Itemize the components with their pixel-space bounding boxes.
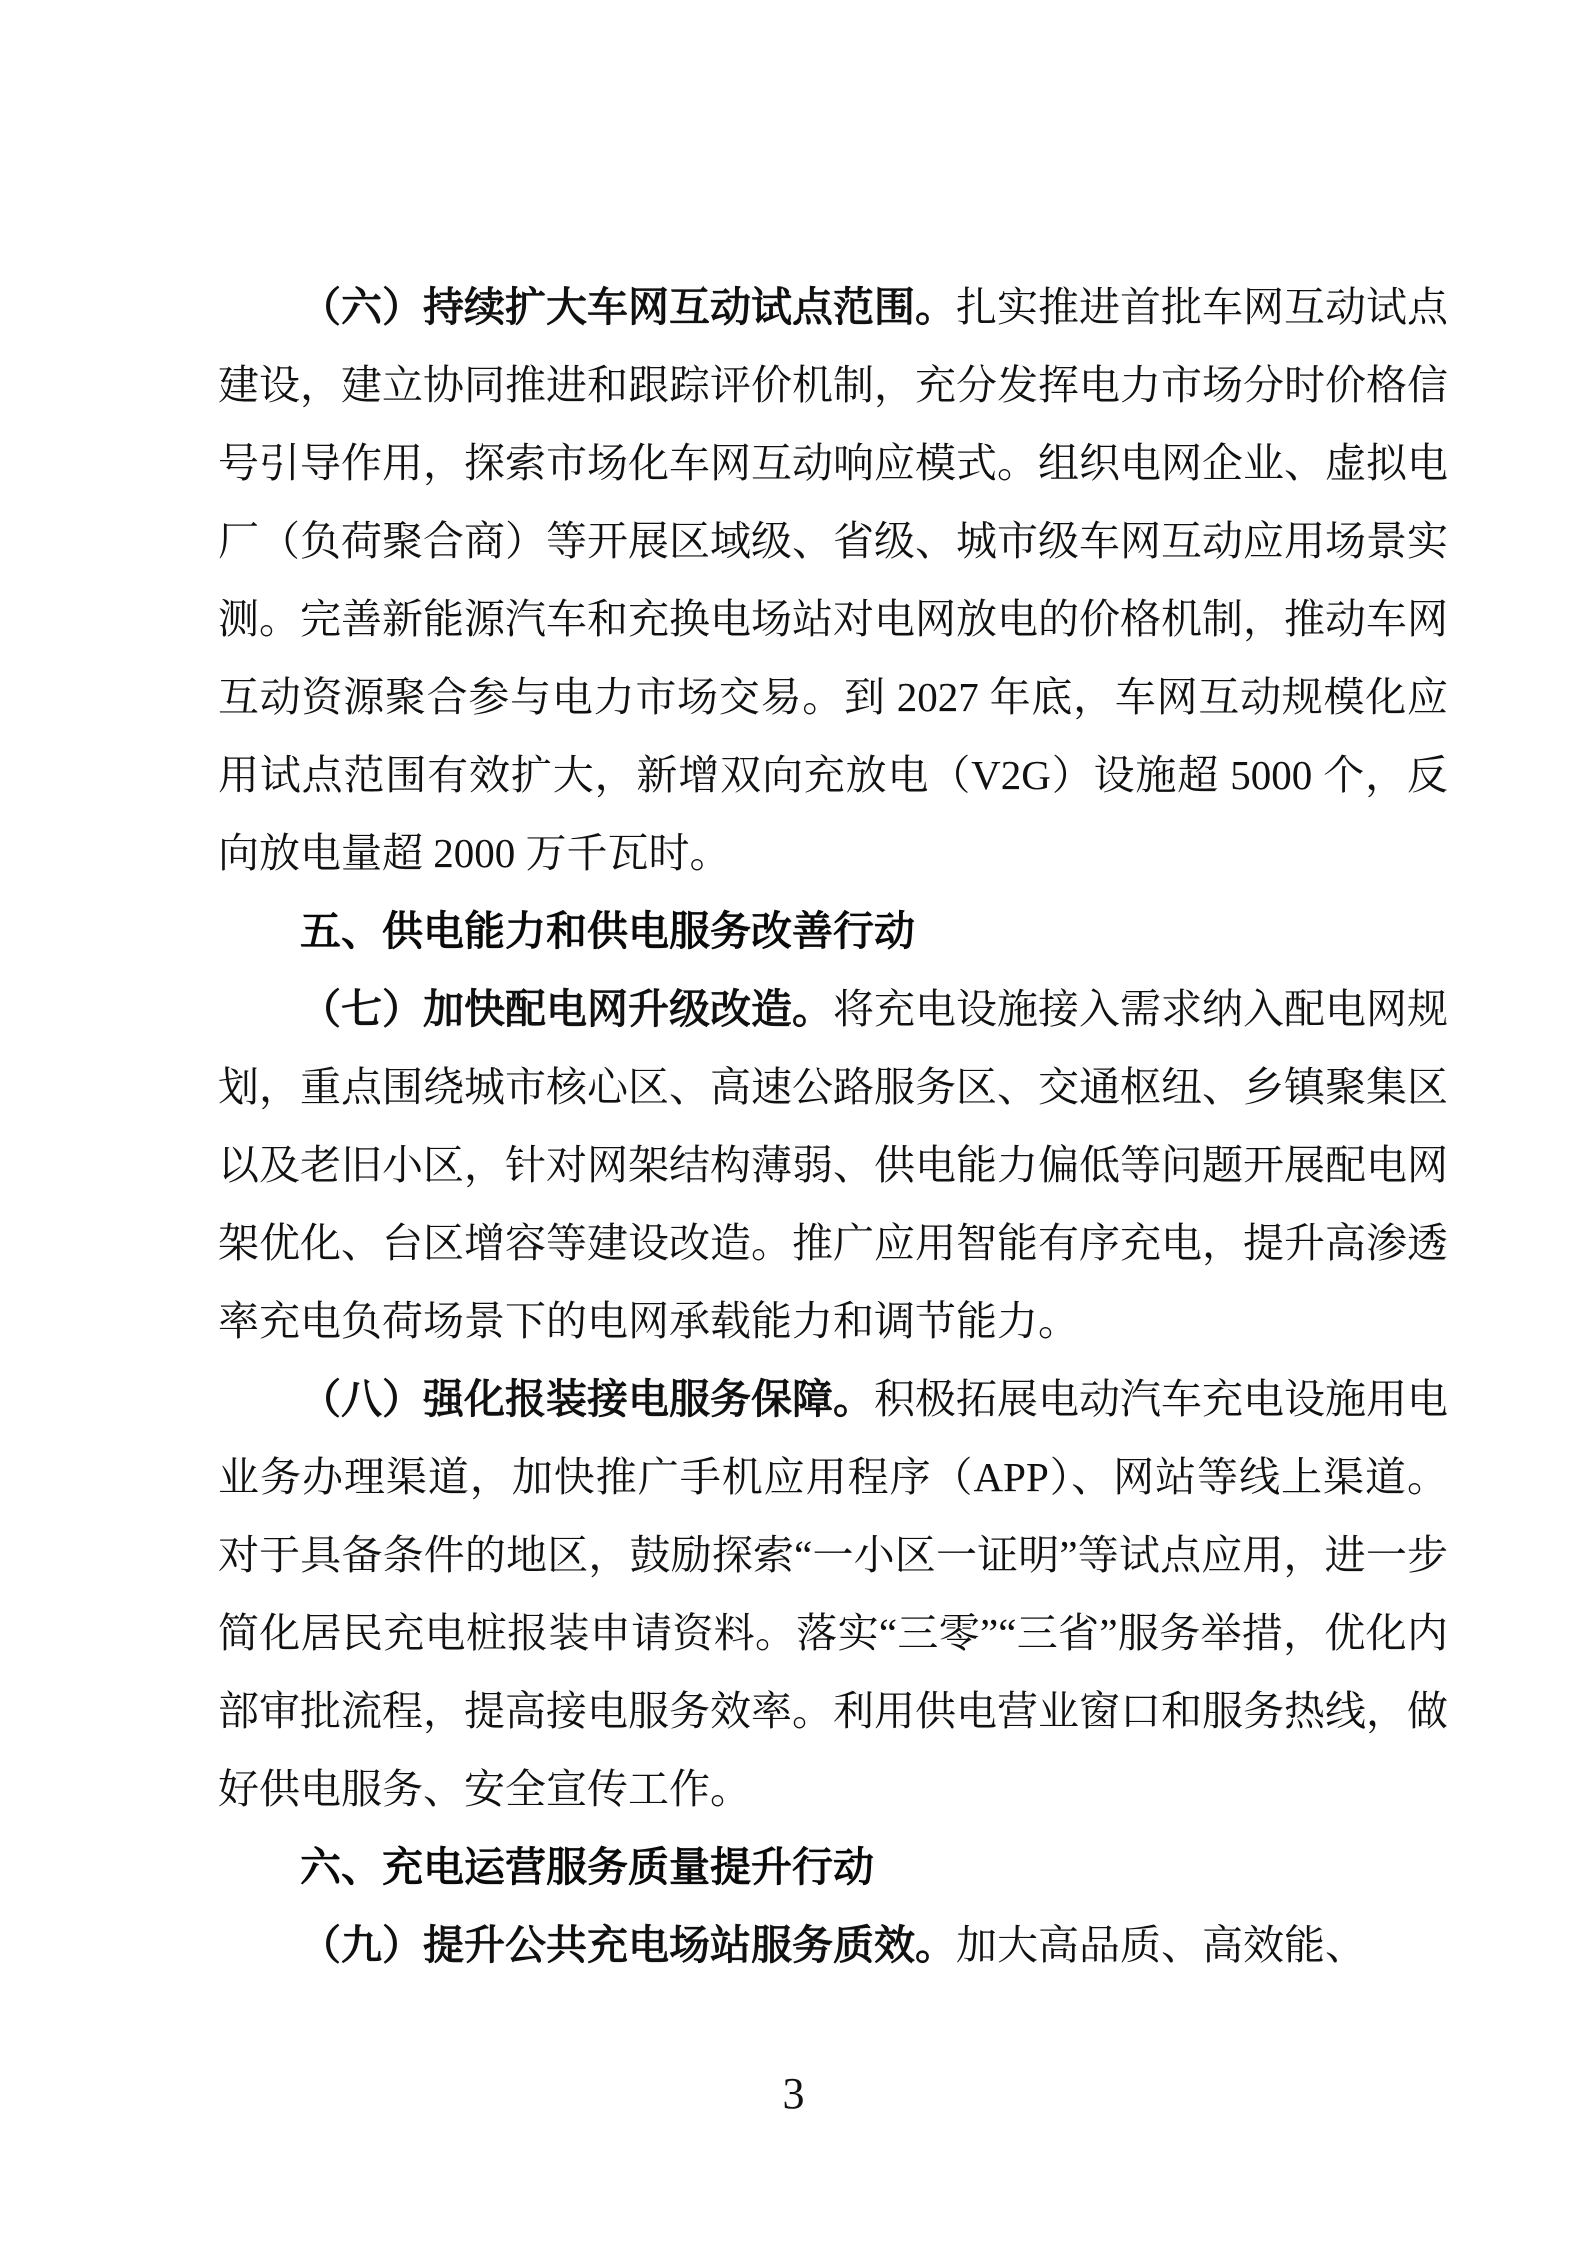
paragraph-eight — [218, 1360, 1448, 1828]
paragraph-eight-lead: （八）强化报装接电服务保障。 — [300, 1376, 874, 1422]
paragraph-six-lead: （六）持续扩大车网互动试点范围。 — [300, 284, 956, 330]
paragraph-seven — [218, 970, 1448, 1360]
paragraph-seven-lead: （七）加快配电网升级改造。 — [300, 986, 833, 1032]
paragraph-nine-text: 加大高品质、高效能、 — [956, 1922, 1366, 1968]
paragraph-seven-text: 将充电设施接入需求纳入配电网规划，重点围绕城市核心区、高速公路服务区、交通枢纽、乡镇聚集区以及老旧小区，针对网架结构薄弱、供电能力偏低等问题开展配电网架优化、台区增容等建设改造。推广应用智能有序充电，提升高渗透率充电负荷场景下的电网承载能力和调节能力。 — [218, 986, 1448, 1344]
section-heading-five: 五、供电能力和供电服务改善行动 — [300, 908, 915, 954]
paragraph-six-text: 扎实推进首批车网互动试点建设，建立协同推进和跟踪评价机制，充分发挥电力市场分时价格信号引导作用，探索市场化车网互动响应模式。组织电网企业、虚拟电厂（负荷聚合商）等开展区域级、省级、城市级车网互动应用场景实测。完善新能源汽车和充换电场站对电网放电的价格机制，推动车网互动资源聚合参与电力市场交易。到 2027 年底，车网互动规模化应用试点范围有效扩大，新增双向充放电（V2G）设施超 5000 个，反向放电量超 2000 万千瓦时。 — [218, 284, 1448, 876]
document-body — [218, 268, 1448, 1984]
section-heading-six: 六、充电运营服务质量提升行动 — [300, 1844, 874, 1890]
paragraph-six — [218, 268, 1448, 892]
paragraph-nine — [218, 1906, 1448, 1984]
page-number: 3 — [782, 2069, 805, 2118]
paragraph-nine-lead: （九）提升公共充电场站服务质效。 — [300, 1922, 956, 1968]
paragraph-eight-text: 积极拓展电动汽车充电设施用电业务办理渠道，加快推广手机应用程序（APP）、网站等线上渠道。对于具备条件的地区，鼓励探索“一小区一证明”等试点应用，进一步简化居民充电桩报装申请资料。落实“三零”“三省”服务举措，优化内部审批流程，提高接电服务效率。利用供电营业窗口和服务热线，做好供电服务、安全宣传工作。 — [218, 1376, 1448, 1812]
